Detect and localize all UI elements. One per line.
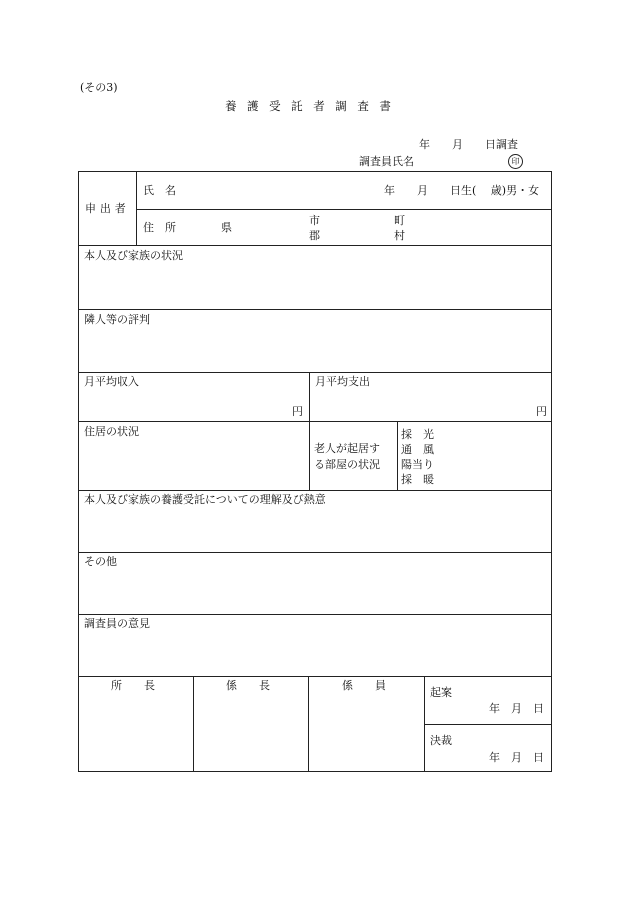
county-label: 郡	[309, 229, 320, 242]
rule-other-end	[79, 614, 552, 615]
rule-drafted-decided	[424, 724, 552, 725]
elderly-room-label-line2: る部屋の状況	[314, 458, 380, 471]
rule-applicant-end	[79, 245, 552, 246]
seal-mark: 印	[508, 154, 523, 169]
room-item-sunlight: 陽当り	[401, 458, 434, 471]
neighbor-reputation-label: 隣人等の評判	[84, 313, 150, 326]
rule-applicant-col	[136, 172, 137, 245]
expense-yen-unit: 円	[536, 405, 547, 418]
decided-date-fields: 年 月 日	[489, 751, 544, 764]
other-label: その他	[84, 555, 117, 568]
rule-approval-col-1	[193, 676, 194, 772]
family-status-label: 本人及び家族の状況	[84, 249, 183, 262]
rule-opinion-end	[79, 676, 552, 677]
investigator-name-label: 調査員氏名	[359, 155, 414, 168]
rule-family-end	[79, 309, 552, 310]
document-title: 養 護 受 託 者 調 査 書	[225, 99, 395, 113]
monthly-expense-label: 月平均支出	[315, 375, 370, 388]
rule-approval-col-3	[424, 676, 425, 772]
town-label: 町	[394, 214, 405, 227]
staff-label: 係 員	[342, 679, 386, 692]
survey-date-line: 年 月 日調査	[419, 138, 518, 151]
room-item-ventilation: 通 風	[401, 443, 434, 456]
city-label: 市	[309, 214, 320, 227]
form-number: (その3)	[80, 81, 118, 94]
drafted-date-fields: 年 月 日	[489, 702, 544, 715]
rule-understanding-end	[79, 552, 552, 553]
village-label: 村	[394, 229, 405, 242]
rule-room-items-col	[397, 421, 398, 490]
decided-label: 決裁	[430, 734, 452, 747]
room-item-lighting: 採 光	[401, 428, 434, 441]
address-label: 住 所	[143, 221, 176, 234]
prefecture-label: 県	[221, 221, 232, 234]
monthly-income-label: 月平均収入	[84, 375, 139, 388]
birth-sex-fields: 年 月 日生( 歳)男・女	[384, 184, 540, 197]
understanding-label: 本人及び家族の養護受託についての理解及び熱意	[84, 493, 326, 506]
rule-housing-end	[79, 490, 552, 491]
section-chief-label: 係 長	[226, 679, 270, 692]
housing-status-label: 住居の状況	[84, 425, 139, 438]
rule-approval-col-2	[308, 676, 309, 772]
rule-name-address	[136, 209, 552, 210]
name-label: 氏 名	[143, 184, 176, 197]
income-yen-unit: 円	[292, 405, 303, 418]
applicant-label: 申出者	[85, 202, 130, 215]
drafted-label: 起案	[430, 686, 452, 699]
investigator-opinion-label: 調査員の意見	[84, 617, 150, 630]
survey-form-table	[78, 171, 552, 772]
elderly-room-label-line1: 老人が起居す	[314, 442, 380, 455]
rule-neighbor-end	[79, 372, 552, 373]
room-item-heating: 採 暖	[401, 473, 434, 486]
director-label: 所 長	[111, 679, 155, 692]
rule-income-end	[79, 421, 552, 422]
rule-income-expense-col	[309, 372, 310, 490]
